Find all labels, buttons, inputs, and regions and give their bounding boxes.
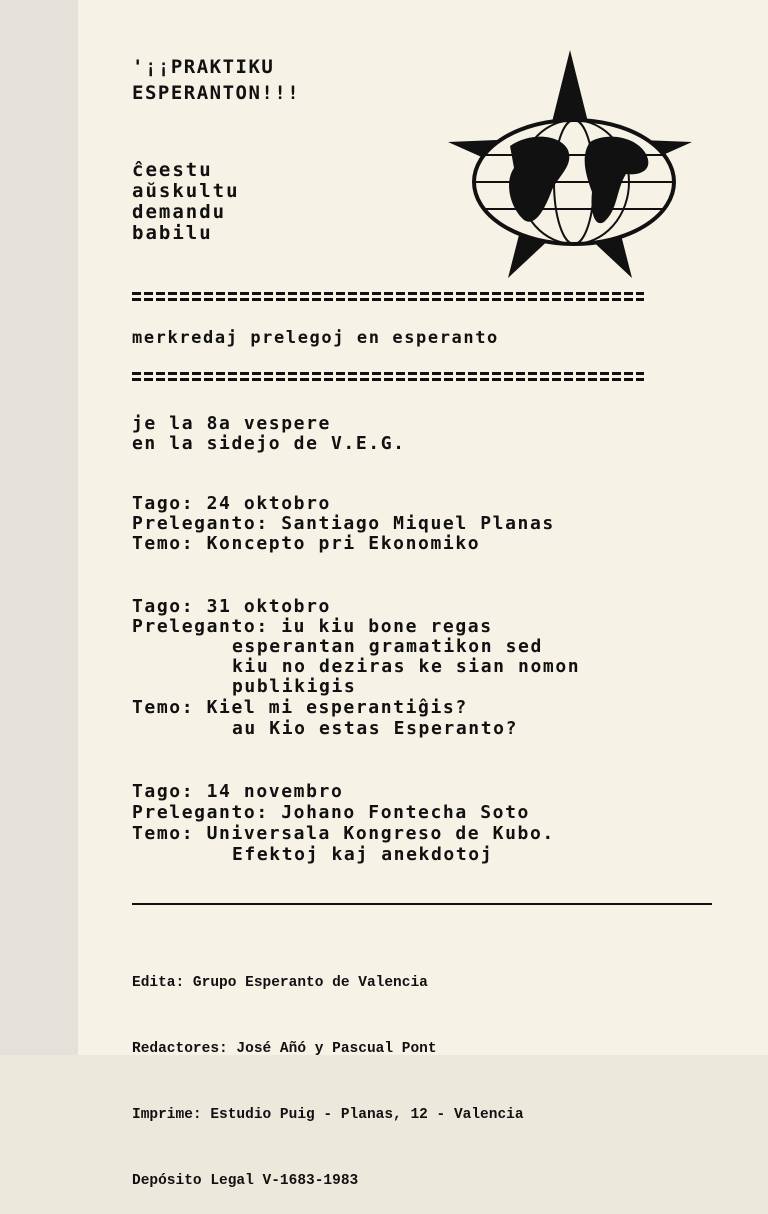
- talk-2-speaker-line-3: kiu no deziras ke sian nomon: [232, 656, 581, 677]
- talk-2-speaker-line-2: esperantan gramatikon sed: [232, 636, 543, 657]
- verb-4: babilu: [132, 222, 213, 244]
- talk-2-date: Tago: 31 oktobro: [132, 596, 331, 617]
- talk-2-topic: Temo: Kiel mi esperantiĝis?: [132, 697, 468, 718]
- talk-3-date: Tago: 14 novembro: [132, 781, 344, 802]
- verb-2: aŭskultu: [132, 180, 240, 202]
- page-margin: [0, 0, 78, 1055]
- colophon-printer: Imprime: Estudio Puig - Planas, 12 - Valencia: [132, 1107, 524, 1123]
- talk-3-speaker: Preleganto: Johano Fontecha Soto: [132, 802, 530, 823]
- double-rule-bottom: [132, 372, 644, 381]
- subtitle: merkredaj prelegoj en esperanto: [132, 328, 499, 348]
- venue-place: en la sidejo de V.E.G.: [132, 433, 406, 454]
- talk-3-topic-line-2: Efektoj kaj anekdotoj: [232, 844, 494, 865]
- heading-line-1: '¡¡PRAKTIKU: [132, 56, 275, 78]
- heading-line-2: ESPERANTON!!!: [132, 82, 301, 104]
- verb-3: demandu: [132, 201, 227, 223]
- talk-2-topic-line-2: au Kio estas Esperanto?: [232, 718, 519, 739]
- colophon: [132, 928, 524, 1214]
- talk-1-topic: Temo: Koncepto pri Ekonomiko: [132, 533, 481, 554]
- talk-1-date: Tago: 24 oktobro: [132, 493, 331, 514]
- footer-divider: [132, 903, 712, 905]
- double-rule-top: [132, 292, 644, 301]
- verb-1: ĉeestu: [132, 159, 213, 181]
- talk-1-speaker: Preleganto: Santiago Miquel Planas: [132, 513, 555, 534]
- esperanto-star-globe-emblem: [440, 50, 700, 280]
- talk-2-speaker: Preleganto: iu kiu bone regas: [132, 616, 493, 637]
- talk-3-topic: Temo: Universala Kongreso de Kubo.: [132, 823, 555, 844]
- heading: [132, 54, 300, 106]
- venue-time: je la 8a vespere: [132, 413, 331, 434]
- colophon-editors: Redactores: José Añó y Pascual Pont: [132, 1041, 437, 1057]
- colophon-publisher: Edita: Grupo Esperanto de Valencia: [132, 975, 428, 991]
- verbs-list: [132, 160, 240, 244]
- talk-2-speaker-line-4: publikigis: [232, 676, 357, 697]
- colophon-legal-deposit: Depósito Legal V-1683-1983: [132, 1173, 359, 1189]
